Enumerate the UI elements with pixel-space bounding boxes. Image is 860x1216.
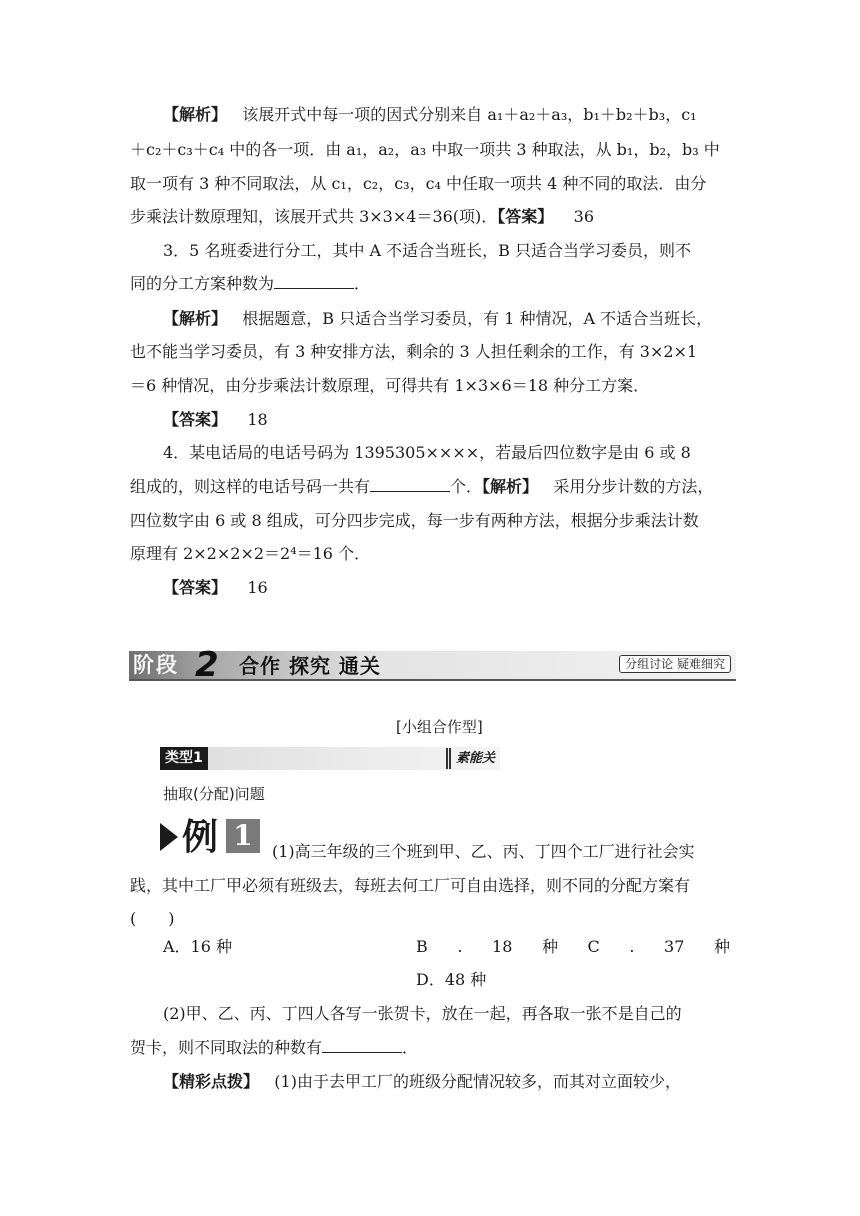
option-b-letter: B <box>416 937 428 956</box>
q3-end: ． <box>354 274 371 293</box>
banner-title: 合作 探究 通关 <box>239 654 381 678</box>
section-heading: [小组合作型] <box>396 718 483 736</box>
q4-answer: 16 <box>247 578 268 597</box>
q3-answer-line <box>163 409 268 431</box>
analysis-tag: 【解析】 <box>163 105 228 124</box>
type-tag: 类型1 <box>160 747 208 770</box>
answer-blank <box>370 477 450 492</box>
q4-line-1: 4．某电话局的电话号码为 1395305××××，若最后四位数字是由 6 或 8 <box>163 443 691 462</box>
analysis-tag: 【解析】 <box>163 309 228 328</box>
q3-answer: 18 <box>247 410 268 429</box>
option-a: A．16 种 <box>163 937 233 956</box>
answer-tag: 【答案】 <box>163 578 228 597</box>
answer-blank <box>322 1038 402 1053</box>
option-c-dot: . <box>629 937 635 956</box>
example-number: 1 <box>226 819 260 853</box>
answer-tag: 【答案】 <box>163 410 228 429</box>
q2-analysis-line-1 <box>163 104 697 126</box>
q4-analysis-text-1: 采用分步计数的方法， <box>553 477 714 496</box>
q3-line-2 <box>130 273 370 295</box>
q3-analysis-text-1: 根据题意，B 只适合当学习委员，有 1 种情况，A 不适合当班长， <box>242 309 713 328</box>
q2-analysis-text-4: 步乘法计数原理知，该展开式共 3×3×4＝36(项)． <box>130 207 498 226</box>
example-line-3: ( ) <box>130 909 175 928</box>
q2-analysis-line-2: ＋c₂＋c₃＋c₄ 中的各一项．由 a₁，a₂，a₃ 中取一项共 3 种取法，从 b₁，b₂，b₃ 中 <box>130 140 720 159</box>
type-bar <box>160 747 500 770</box>
q4-analysis-line-2: 四位数字由 6 或 8 组成，可分四步完成，每一步有两种方法，根据分步乘法计数 <box>130 511 699 530</box>
option-c-value: 37 <box>664 937 685 956</box>
q2-analysis-line-4 <box>130 206 594 228</box>
option-b-unit: 种 <box>541 937 558 956</box>
analysis-tag: 【解析】 <box>482 477 539 496</box>
q4-line-2 <box>130 476 713 498</box>
hint-tag: 【精彩点拨】 <box>163 1072 260 1091</box>
q4-text-2: 组成的，则这样的电话号码一共有 <box>130 477 371 496</box>
option-c-letter: C <box>587 937 600 956</box>
q3-line-1: 3．5 名班委进行分工，其中 A 不适合当班长，B 只适合当学习委员，则不 <box>163 241 692 260</box>
answer-blank <box>274 274 354 289</box>
example-line-1: (1)高三年级的三个班到甲、乙、丙、丁四个工厂进行社会实 <box>272 842 695 861</box>
options-b-c <box>416 936 730 958</box>
type-bar-right-label: 素能关 <box>456 751 496 766</box>
hint-line <box>163 1071 681 1093</box>
example-char: 例 <box>182 816 219 858</box>
example-part2-text: 贺卡，则不同取法的种数有 <box>130 1038 323 1057</box>
example-part2-line-1: (2)甲、乙、丙、丁四人各写一张贺卡，放在一起，再各取一张不是自己的 <box>163 1004 682 1023</box>
topic-heading: 抽取(分配)问题 <box>163 785 265 803</box>
example-line-2: 践，其中工厂甲必须有班级去，每班去何工厂可自由选择，则不同的分配方案有 <box>130 876 691 895</box>
q4-text-2b: 个． <box>450 477 483 496</box>
answer-tag: 【答案】 <box>497 207 554 226</box>
q4-answer-line <box>163 577 268 599</box>
example-marker <box>160 817 260 857</box>
q2-analysis-text-1: 该展开式中每一项的因式分别来自 a₁＋a₂＋a₃，b₁＋b₂＋b₃，c₁ <box>242 105 697 124</box>
option-c-unit: 种 <box>713 937 730 956</box>
q4-analysis-line-3: 原理有 2×2×2×2＝2⁴＝16 个． <box>130 544 371 563</box>
option-d: D．48 种 <box>416 970 487 989</box>
type-bar-divider <box>446 748 451 769</box>
q2-answer: 36 <box>573 207 595 226</box>
banner-stage-number: 2 <box>195 645 219 685</box>
q2-analysis-line-3: 取一项有 3 种不同取法，从 c₁，c₂，c₃，c₄ 中任取一项共 4 种不同的取法．由分 <box>130 174 707 193</box>
q3-text-2: 同的分工方案种数为 <box>130 274 275 293</box>
triangle-icon <box>160 823 178 851</box>
hint-text: (1)由于去甲工厂的班级分配情况较多，而其对立面较少， <box>274 1072 681 1091</box>
example-part2-end: ． <box>402 1038 419 1057</box>
option-b-dot: . <box>457 937 463 956</box>
banner-tag: 分组讨论 疑难细究 <box>619 655 731 673</box>
banner-underline <box>129 679 736 681</box>
stage-banner <box>129 645 736 685</box>
example-part2-line-2 <box>130 1037 418 1059</box>
q3-analysis-line-2: 也不能当学习委员，有 3 种安排方法，剩余的 3 人担任剩余的工作，有 3×2×1 <box>130 342 698 361</box>
banner-stage-label: 阶段 <box>133 653 179 677</box>
option-b-value: 18 <box>492 937 513 956</box>
q3-analysis-line-1 <box>163 308 712 330</box>
q3-analysis-line-3: ＝6 种情况，由分步乘法计数原理，可得共有 1×3×6＝18 种分工方案． <box>130 376 650 395</box>
